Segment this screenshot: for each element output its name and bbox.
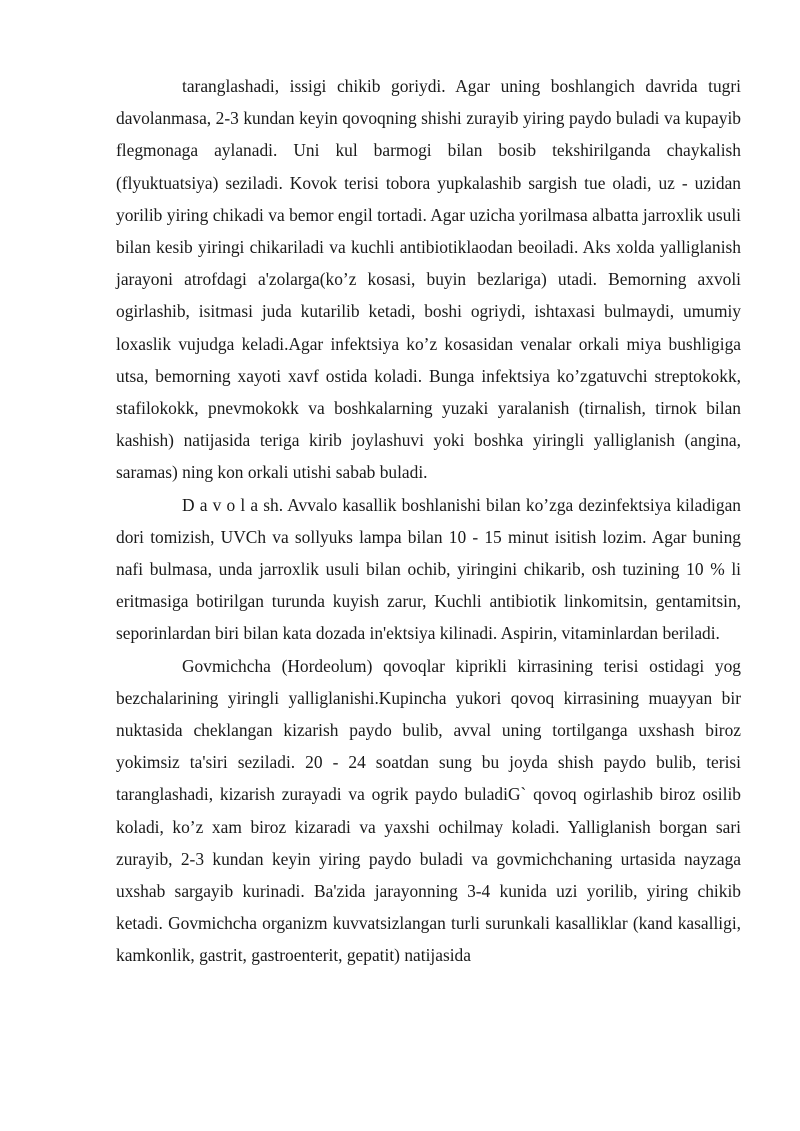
paragraph-treatment: D a v o l a sh. Avvalo kasallik boshlanishi bilan ko’zga dezinfektsiya kiladigan dori tomizish, UVCh va sollyuks lampa bilan 10 - 15 minut isitish lozim. Agar buning nafi bulmasa, unda jarroxlik usuli bilan ochib, yiringini chikarib, osh tuzining 10 % li eritmasiga botirilgan turunda kuyish zarur, Kuchli antibiotik linkomitsin, gentamitsin, seporinlardan biri bilan kata dozada in'ektsiya kilinadi. Aspirin, vitaminlardan beriladi. <box>116 494 741 644</box>
paragraph-inflammation-continuation: taranglashadi, issigi chikib goriydi. Agar uning boshlangich davrida tugri davolanmasa, 2-3 kundan keyin qovoqning shishi zurayib yiring paydo buladi va kupayib flegmonaga aylanadi. Uni kul barmogi bilan bosib tekshirilganda chaykalish (flyuktuatsiya) seziladi. Kovok terisi tobora yupkalashib sargish tue oladi, uz - uzidan yorilib yiring chikadi va bemor engil tortadi. Agar uzicha yorilmasa albatta jarroxlik usuli bilan kesib yiringi chikariladi va kuchli antibiotiklaodan beoiladi. Aks xolda yalliglanish jarayoni atrofdagi a'zolarga(ko’z kosasi, buyin bezlariga) utadi. Bemorning axvoli ogirlashib, isitmasi juda kutarilib ketadi, boshi ogriydi, ishtaxasi bulmaydi, umumiy loxaslik vujudga keladi.Agar infektsiya ko’z kosasidan venalar orkali miya bushligiga utsa, bemorning xayoti xavf ostida koladi. Bunga infektsiya ko’zgatuvchi streptokokk, stafilokokk, pnevmokokk va boshkalarning yuzaki yaralanish (tirnalish, tirnok bilan kashish) natijasida teriga kirib joylashuvi yoki boshka yiringli yalliglanish (angina, saramas) ning kon orkali utishi sabab buladi. <box>116 76 741 483</box>
paragraph-hordeolum: Govmichcha (Hordeolum) qovoqlar kiprikli kirrasining terisi ostidagi yog bezchalarining yiringli yalliglanishi.Kupincha yukori qovoq kirrasining muayyan bir nuktasida cheklangan kizarish paydo bulib, avval uning tortilganga uxshash biroz yokimsiz ta'siri seziladi. 20 - 24 soatdan sung bu joyda shish paydo bulib, terisi taranglashadi, kizarish zurayadi va ogrik paydo buladiG` qovoq ogirlashib biroz osilib koladi, ko’z xam biroz kizaradi va yaxshi ochilmay koladi. Yalliglanish borgan sari zurayib, 2-3 kundan keyin yiring paydo buladi va govmichchaning urtasida nayzaga uxshab sargayib kurinadi. Ba'zida jarayonning 3-4 kunida uzi yorilib, yiring chikib ketadi. Govmichcha organizm kuvvatsizlangan turli surunkali kasalliklar (kand kasalligi, kamkonlik, gastrit, gastroenterit, gepatit) natijasida <box>116 655 741 966</box>
document-page <box>116 70 741 972</box>
